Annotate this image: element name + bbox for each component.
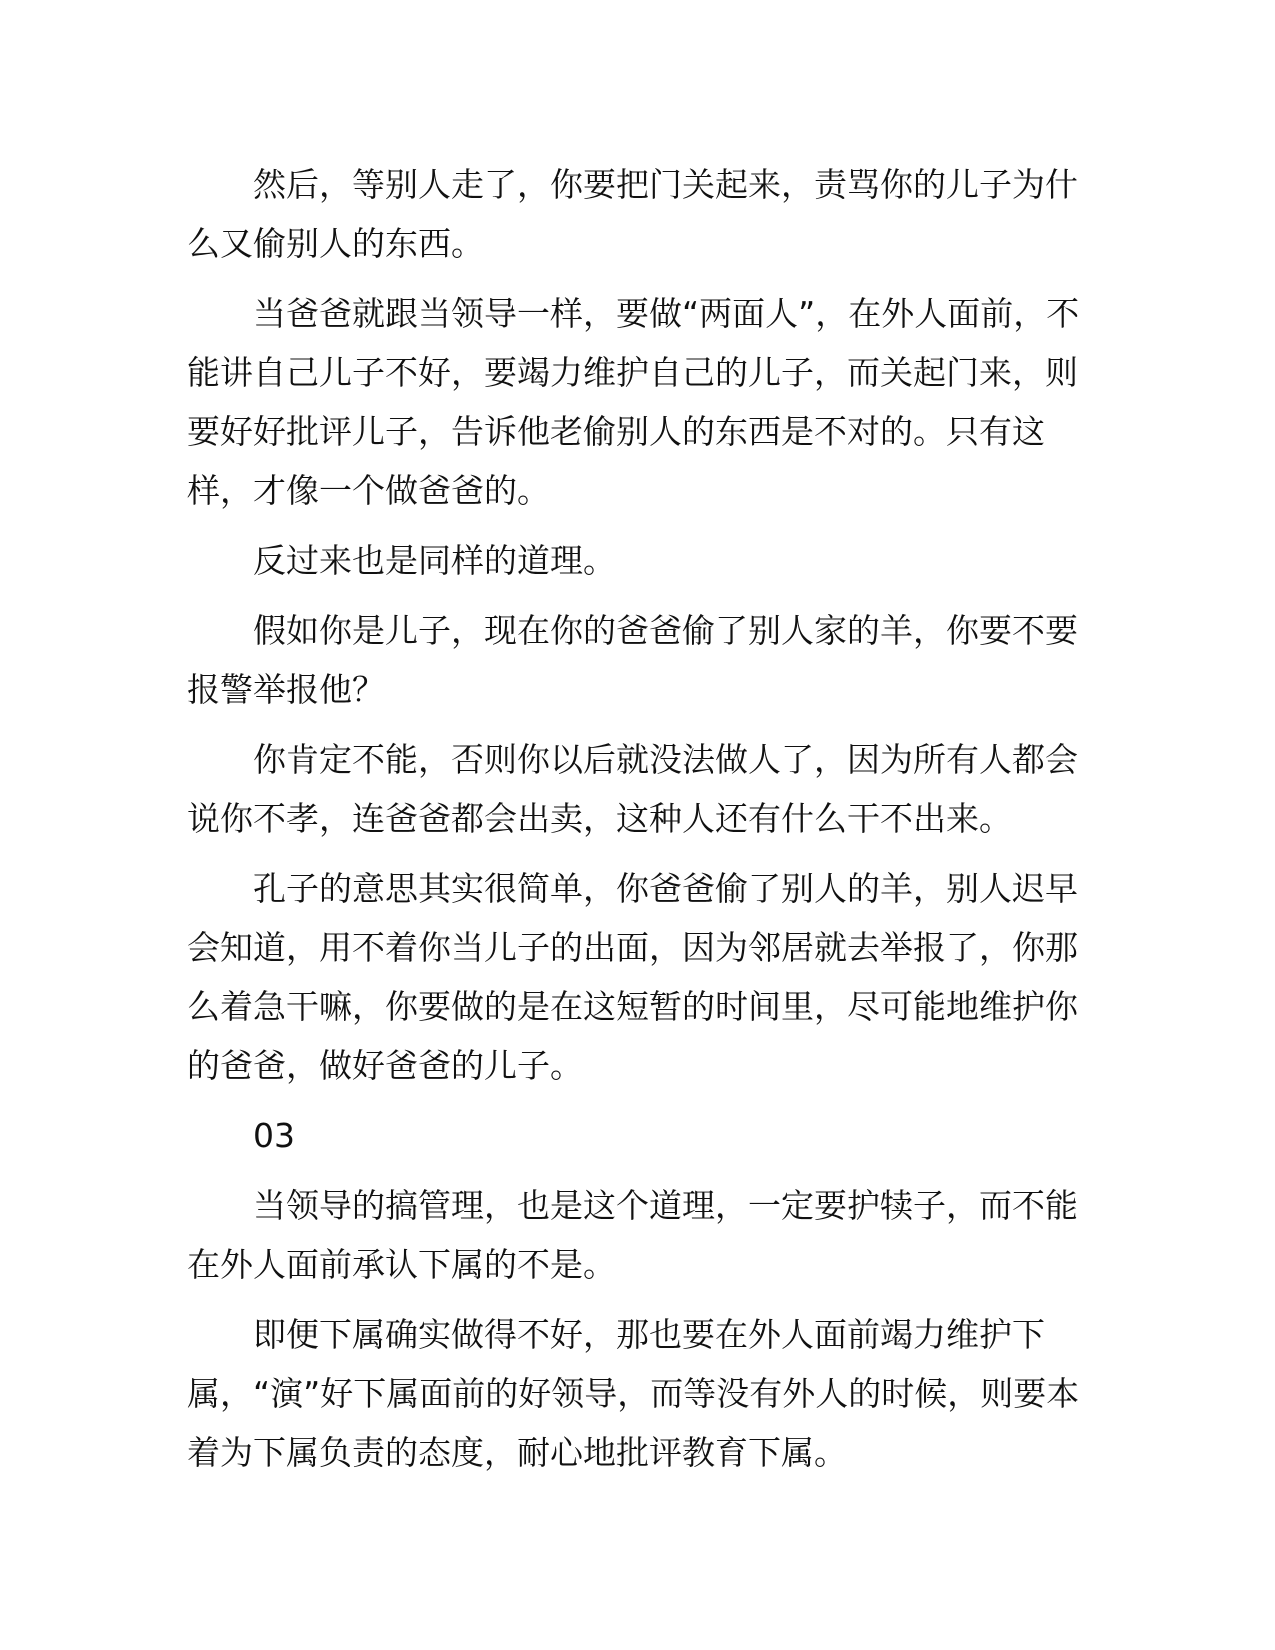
paragraph-4: 假如你是儿子，现在你的爸爸偷了别人家的羊，你要不要报警举报他？: [187, 611, 1078, 709]
paragraph-3: 反过来也是同样的道理。: [253, 541, 616, 580]
paragraph-8: 即便下属确实做得不好，那也要在外人面前竭力维护下属，“演”好下属面前的好领导，而等没有外人的时候，则要本着为下属负责的态度，耐心地批评教育下属。: [187, 1315, 1080, 1472]
paragraph-2: 当爸爸就跟当领导一样，要做“两面人”，在外人面前，不能讲自己儿子不好，要竭力维护自己的儿子，而关起门来，则要好好批评儿子，告诉他老偷别人的东西是不对的。只有这样，才像一个做爸爸的。: [187, 294, 1080, 510]
paragraph-7: 当领导的搞管理，也是这个道理，一定要护犊子，而不能在外人面前承认下属的不是。: [187, 1186, 1078, 1284]
paragraph-6: 孔子的意思其实很简单，你爸爸偷了别人的羊，别人迟早会知道，用不着你当儿子的出面，因为邻居就去举报了，你那么着急干嘛，你要做的是在这短暂的时间里，尽可能地维护你的爸爸，做好爸爸的儿子。: [187, 869, 1078, 1085]
section-number: 03: [253, 1116, 295, 1155]
document-body: [187, 155, 1087, 1493]
paragraph-5: 你肯定不能，否则你以后就没法做人了，因为所有人都会说你不孝，连爸爸都会出卖，这种人还有什么干不出来。: [187, 740, 1078, 838]
paragraph-1: 然后，等别人走了，你要把门关起来，责骂你的儿子为什么又偷别人的东西。: [187, 165, 1078, 263]
